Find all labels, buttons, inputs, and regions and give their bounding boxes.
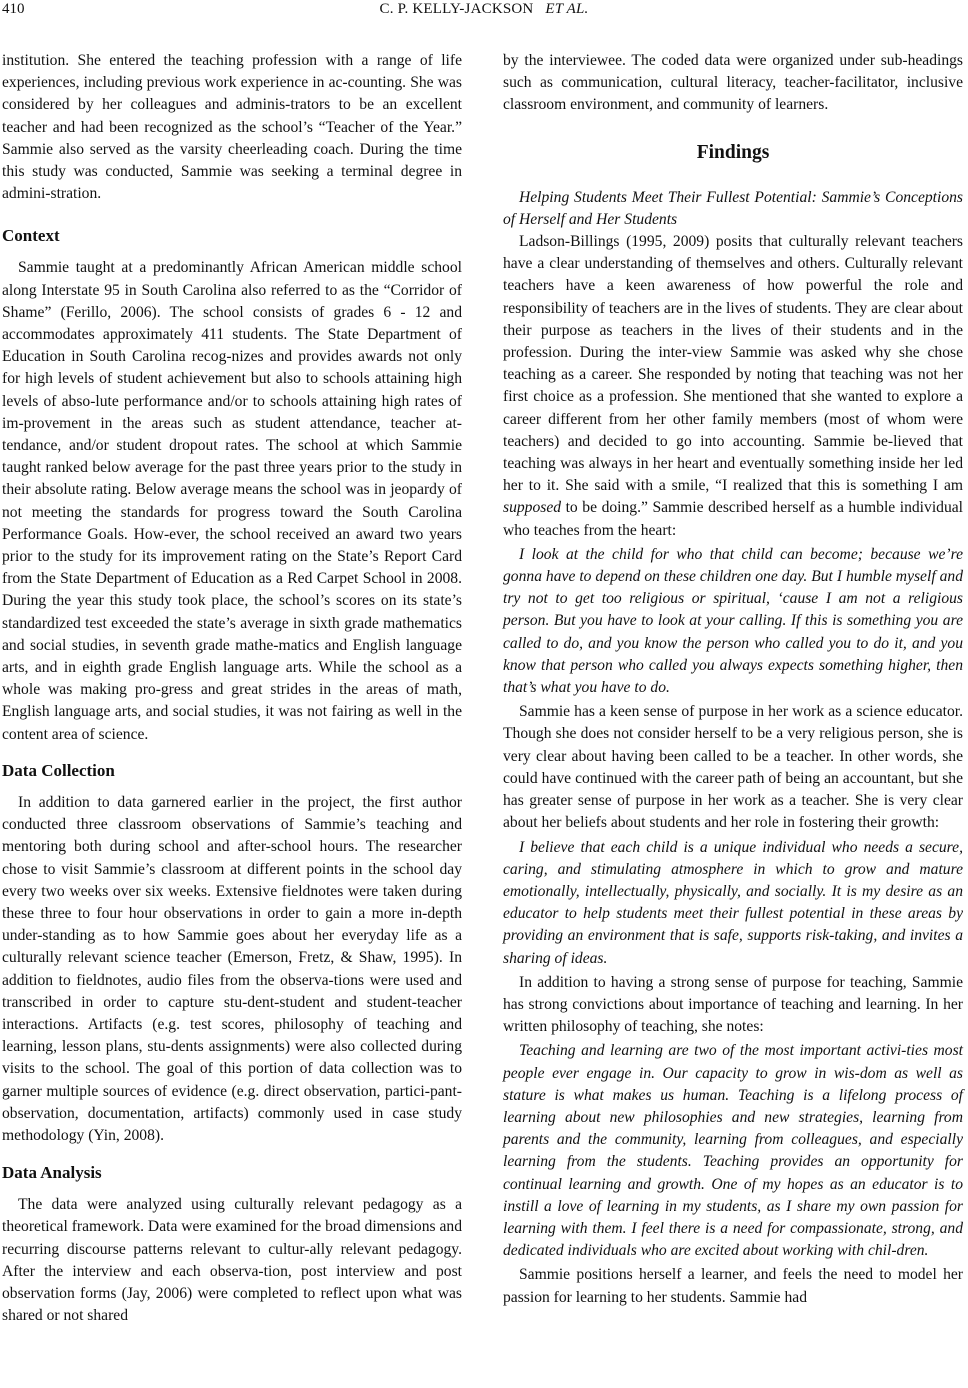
findings-subheading: Helping Students Meet Their Fullest Potential: Sammie’s Conceptions of Herself and Her Students (503, 188, 963, 228)
heading-context: Context (2, 226, 60, 246)
ladson-billings-paragraph: Ladson-Billings (1995, 2009) posits that culturally relevant teachers have a clear understanding of themselves and others. Culturally relevant teachers have a keen awareness of how powerful the role and responsibility of teachers are in the lives of students. They are clear about their purpose as teachers in the lives of their students and in the profession. During the inter-view Sammie was asked why she chose teaching as a career. She responded by noting that teaching was not her first choice as a profession. She mentioned that she wanted to explore a career different from her other family members (most of whom were teachers) and decided to go into accounting. Sammie be-lieved that teaching was always in her heart and eventually something inside her led her to it. She said with a smile, “I realized that this is something I am supposed to be doing.” Sammie described herself as a humble individual who teaches from the heart: (503, 233, 963, 539)
context-paragraph: Sammie taught at a predominantly African American middle school along Interstate 95 in South Carolina also referred to as the “Corridor of Shame” (Ferillo, 2006). The school consists of grades 6 - 12 and accommodates approximately 411 students. The State Department of Education in South Carolina recog-nizes and provides awards not only for high levels of student achievement but also to schools attaining high levels of abso-lute performance and/or to schools attaining high rates of im-provement in the areas such as student attendance, teacher at-tendance, and/or student dropout rates. The school at which Sammie taught ranked below average for the past three years prior to the study in their absolute rating. Below average means the school was in jeopardy of not meeting the standards for progress toward the South Carolina Performance Goals. How-ever, the school received an award two years prior to the study for its improvement rating on the State’s Report Card from the State Department of Education as a Red Carpet School in 2008. During the year this study took place, the school’s scores on its state’s standardized test exceeded the state’s average in sixth grade mathematics and social studies, in seventh grade mathe-matics and English language arts, and in eighth grade English language arts. While the school as a whole was making pro-gress and great strides in the areas of math, English language arts, and social studies, it was not fairing as well in the content area of science. (2, 259, 462, 743)
running-header (0, 0, 968, 22)
data-analysis-paragraph: The data were analyzed using culturally relevant pedagogy as a theoretical framework. Data were examined for the broad dimensions and recurring discourse patterns relevant to cultur-ally relevant pedagogy. After the interview and each observa-tion, post interview and post observation forms (Jay, 2006) were completed to reflect upon what was shared or not shared (2, 1196, 462, 1325)
block-quote-philosophy: Teaching and learning are two of the most important activi-ties most people ever engage in. Our capacity to grow in wis-dom as well as stature is what makes us human. Teaching is a lifelong process of learning about new philosophies and new strategies, learning from parents and the community, learning from colleagues, and especially learning from the students. Teaching provides an opportunity for continual learning and growth. One of my hopes as an educator is to instill a love of learning in my students, as I share my own passion for learning with them. I feel there is a need for compassionate, strong, and dedicated individuals who are excited about working with chil-dren. (503, 1042, 963, 1260)
data-collection-paragraph: In addition to data garnered earlier in the project, the first author conducted three classroom observations of Sammie’s teaching and mentoring both during school and after-school hours. The researcher chose to visit Sammie’s classroom at different points in the school day every two weeks over six weeks. Extensive fieldnotes were taken during these three to four hour observations in order to gain a more in-depth under-standing as to how Sammie goes about her everyday life as a culturally relevant science teacher (Emerson, Fretz, & Shaw, 1995). In addition to fieldnotes, audio files from the observa-tions were used and transcribed in order to capture stu-dent-student and student-teacher interactions. Artifacts (e.g. test scores, philosophy of teaching and learning, lesson plans, stu-dents assignments) were also collected during visits to the school. The goal of this portion of data collection was to garner multiple sources of evidence (e.g. direct observation, partici-pant-observation, documentation, artifacts) commonly used in case study methodology (Yin, 2008). (2, 793, 462, 1144)
block-quote-beliefs: I believe that each child is a unique individual who needs a secure, caring, and stimulating atmosphere in which to grow and mature emotionally, intellectually, physically, and socially. It is my desire as an educator to help students meet their fullest potential in these areas by providing an environment that is safe, supports risk-taking, and invites a sharing of ideas. (503, 838, 963, 967)
right-column (503, 50, 963, 1309)
left-column (2, 50, 462, 1327)
running-head (0, 0, 968, 18)
intro-paragraph: institution. She entered the teaching profession with a range of life experiences, including previous work experience in ac-counting. She was considered by her colleagues and adminis-trators to be an excellent teacher and had been recognized as the school’s “Teacher of the Year.” Sammie also served as the varsity cheerleading coach. During the time this study was conducted, Sammie was seeking a terminal degree in admini-stration. (2, 52, 462, 203)
carryover-paragraph: by the interviewee. The coded data were organized under sub-headings such as communication, cultural literacy, teacher-facilitator, inclusive classroom environment, and community of learners. (503, 52, 963, 114)
page-number: 410 (2, 1, 25, 17)
running-head-authors: C. P. KELLY-JACKSON (379, 1, 534, 17)
closing-paragraph: Sammie positions herself a learner, and feels the need to model her passion for learning to her students. Sammie had (503, 1266, 963, 1306)
heading-findings: Findings (696, 141, 770, 163)
convictions-paragraph: In addition to having a strong sense of purpose for teaching, Sammie has strong convictions about importance of teaching and learning. In her written philosophy of teaching, she notes: (503, 973, 963, 1036)
purpose-paragraph: Sammie has a keen sense of purpose in her work as a science educator. Though she does not consider herself to be a very religious person, she is very clear about having been called to be a teacher. In other words, she could have continued with the career path of being an accountant, but she has greater sense of purpose in her work as a teacher. She is very clear about her beliefs about students and her role in fostering their growth: (503, 703, 963, 832)
heading-data-analysis: Data Analysis (2, 1163, 102, 1183)
running-head-etal: ET AL. (545, 1, 589, 17)
block-quote-calling: I look at the child for who that child can become; because we’re gonna have to depend on these children one day. But I humble myself and try not to get too religious or spiritual, ‘cause I am not a religious person. But you have to look at your calling. If this is something you are called to do, and you know the person who called you to do it, and you know that person who called you always expects something higher, then that’s what you have to do. (503, 545, 963, 697)
heading-data-collection: Data Collection (2, 760, 115, 780)
